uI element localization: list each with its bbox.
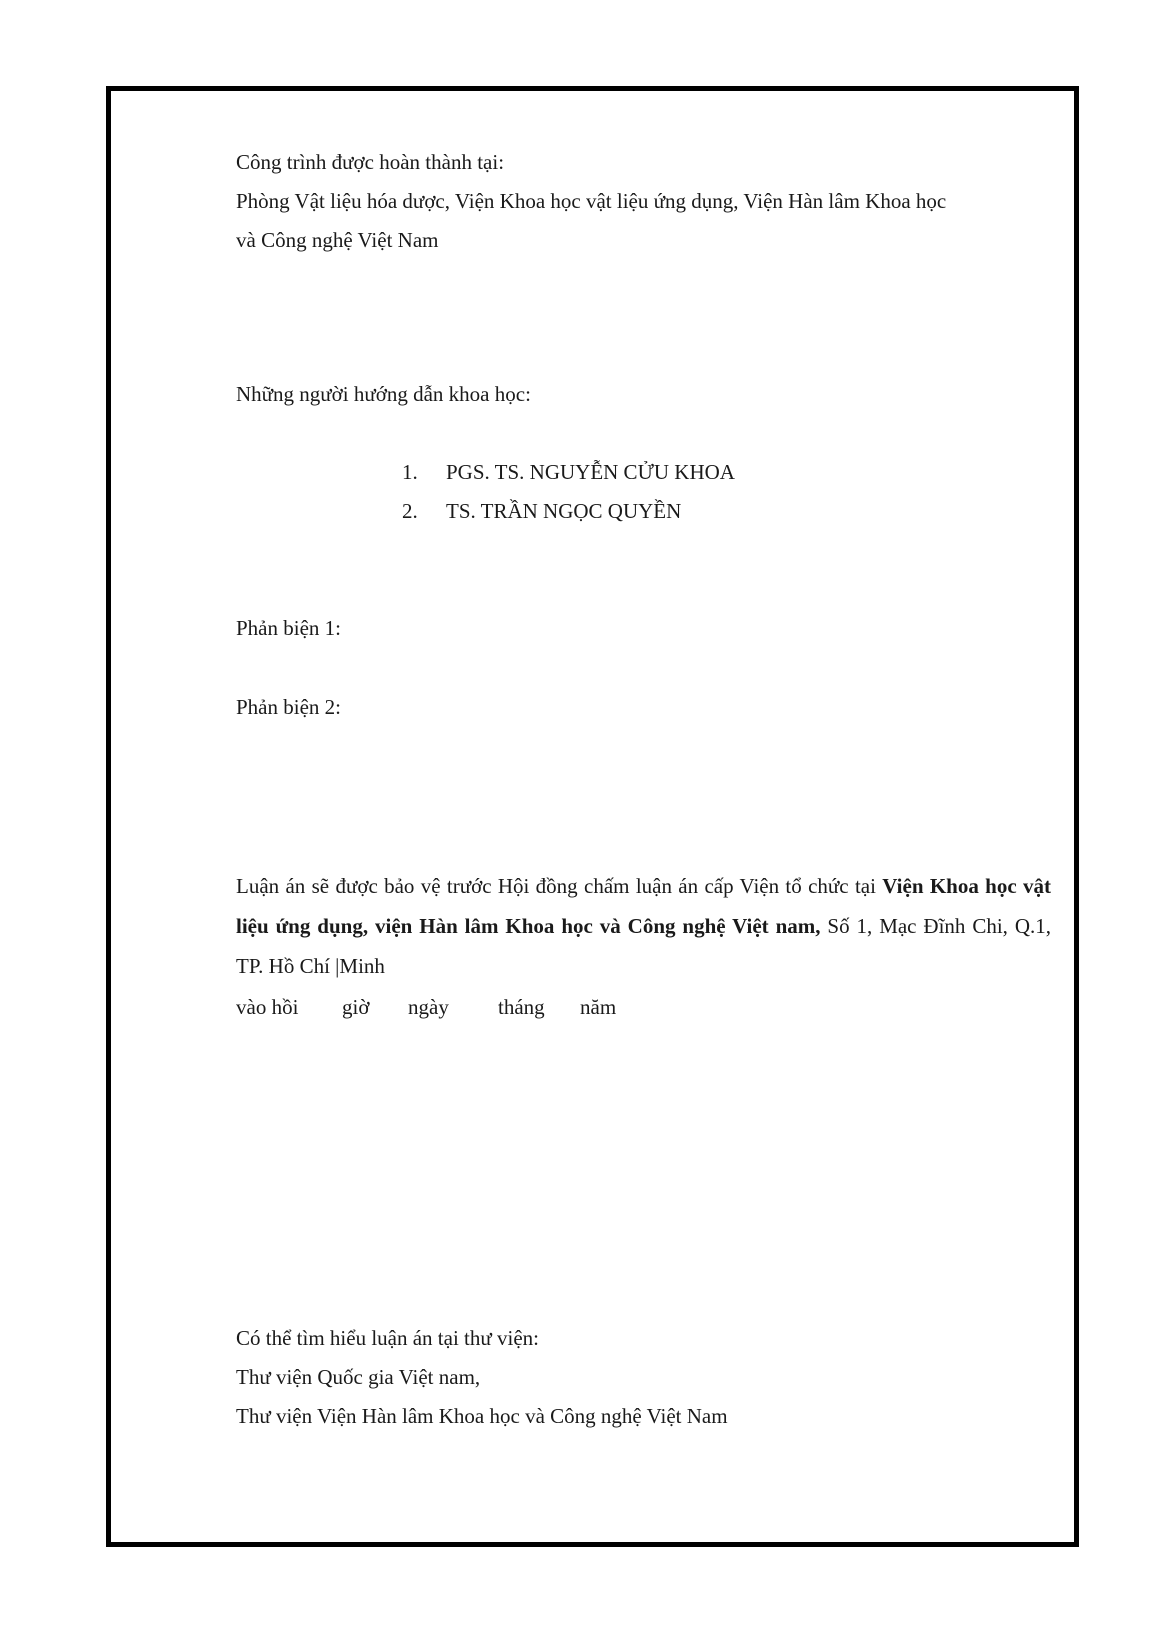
defense-text-before: Luận án sẽ được bảo vệ trước Hội đồng chấm luận án cấp Viện tổ chức tại <box>236 874 883 898</box>
library-label: Có thể tìm hiểu luận án tại thư viện: <box>236 1326 539 1350</box>
completed-at-label: Công trình được hoàn thành tại: <box>236 150 505 174</box>
defense-paragraph <box>236 866 1051 986</box>
schedule-day: ngày <box>408 995 449 1019</box>
supervisor-name: PGS. TS. NGUYỄN CỬU KHOA <box>446 460 735 484</box>
defense-text-after: Số 1, Mạc Đĩnh Chi, Q.1, TP. Hồ Chí |Minh <box>236 914 1052 978</box>
defense-location-bold: Viện Khoa học vật liệu ứng dụng, viện Hàn lâm Khoa học và Công nghệ Việt nam, <box>236 874 1051 938</box>
schedule-hour: giờ <box>342 995 370 1019</box>
reviewer-2-label: Phản biện 2: <box>236 695 341 719</box>
supervisor-item-number: 1. <box>402 460 418 484</box>
supervisor-name: TS. TRẦN NGỌC QUYỀN <box>446 499 682 523</box>
reviewer-1-label: Phản biện 1: <box>236 616 341 640</box>
schedule-year: năm <box>580 995 617 1019</box>
completed-at-line-2: và Công nghệ Việt Nam <box>236 228 439 252</box>
supervisor-item-1 <box>402 458 735 486</box>
supervisor-item-2 <box>402 497 681 525</box>
schedule-month: tháng <box>498 995 545 1019</box>
completed-at-line-1: Phòng Vật liệu hóa dược, Viện Khoa học vật liệu ứng dụng, Viện Hàn lâm Khoa học <box>236 189 947 213</box>
defense-schedule <box>236 993 616 1021</box>
supervisors-label: Những người hướng dẫn khoa học: <box>236 382 531 406</box>
library-line-2: Thư viện Viện Hàn lâm Khoa học và Công nghệ Việt Nam <box>236 1404 728 1428</box>
library-line-1: Thư viện Quốc gia Việt nam, <box>236 1365 481 1389</box>
supervisor-item-number: 2. <box>402 499 418 523</box>
schedule-at: vào hồi <box>236 995 299 1019</box>
